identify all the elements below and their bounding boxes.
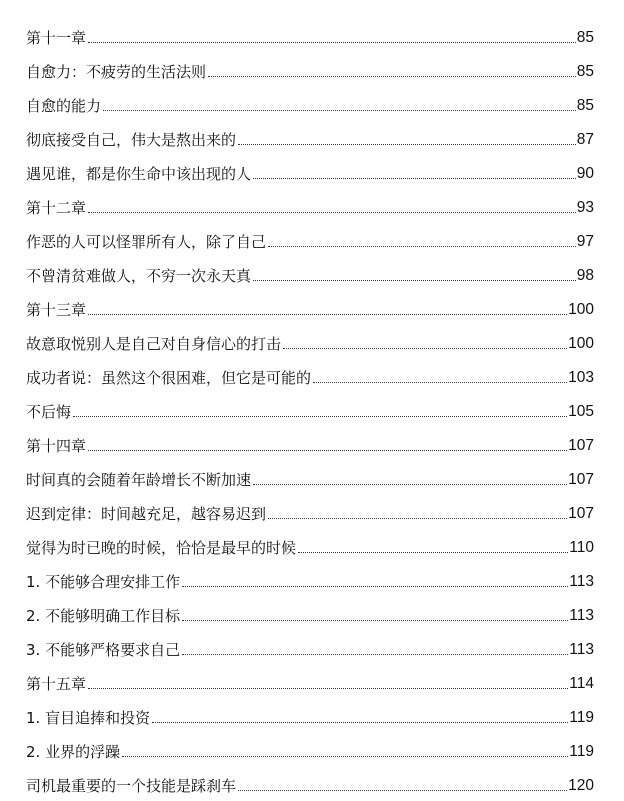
toc-entry-title: 时间真的会随着年龄增长不断加速 (26, 471, 252, 489)
toc-entry-page: 93 (576, 199, 594, 216)
toc-entry-title: 1. 不能够合理安排工作 (26, 573, 181, 591)
toc-entry-page: 105 (568, 403, 594, 420)
toc-entry-title: 故意取悦别人是自己对自身信心的打击 (26, 335, 282, 353)
toc-entry-title: 觉得为时已晚的时候，恰恰是最早的时候 (26, 539, 297, 557)
toc-entry-page: 113 (569, 607, 594, 624)
toc-entry-page: 114 (569, 675, 594, 692)
toc-entry[interactable] (26, 727, 594, 761)
toc-entry-page: 100 (568, 335, 594, 352)
toc-entry-page: 103 (568, 369, 594, 386)
dot-leader (182, 608, 568, 621)
toc-entry[interactable] (26, 13, 594, 47)
toc-entry-title: 1. 盲目追捧和投资 (26, 709, 151, 727)
toc-entry[interactable] (26, 659, 594, 693)
toc-entry-page: 110 (569, 539, 594, 556)
toc-entry[interactable] (26, 387, 594, 421)
dot-leader (88, 302, 567, 315)
toc-entry-page: 85 (576, 29, 594, 46)
toc-entry[interactable] (26, 251, 594, 285)
toc-entry[interactable] (26, 421, 594, 455)
dot-leader (182, 574, 568, 587)
toc-entry-title: 第十三章 (26, 301, 87, 319)
toc-entry-page: 113 (569, 573, 594, 590)
toc-entry[interactable] (26, 761, 594, 795)
dot-leader (268, 234, 576, 247)
dot-leader (88, 200, 576, 213)
dot-leader (253, 472, 567, 485)
toc-entry[interactable] (26, 319, 594, 353)
toc-entry[interactable] (26, 47, 594, 81)
toc-entry-title: 3. 不能够严格要求自己 (26, 641, 181, 659)
toc-entry[interactable] (26, 353, 594, 387)
toc-entry-page: 107 (568, 471, 594, 488)
toc-entry-page: 120 (568, 777, 594, 794)
toc-entry-title: 作恶的人可以怪罪所有人，除了自己 (26, 233, 267, 251)
toc-entry[interactable] (26, 183, 594, 217)
toc-entry-title: 自愈的能力 (26, 97, 102, 115)
toc-entry-page: 85 (576, 63, 594, 80)
toc-entry[interactable] (26, 523, 594, 557)
dot-leader (208, 64, 576, 77)
toc-entry[interactable] (26, 217, 594, 251)
dot-leader (253, 268, 576, 281)
toc-entry[interactable] (26, 81, 594, 115)
toc-entry-page: 98 (576, 267, 594, 284)
toc-entry-title: 迟到定律：时间越充足，越容易迟到 (26, 505, 267, 523)
toc-entry-page: 107 (568, 505, 594, 522)
table-of-contents (26, 13, 594, 795)
dot-leader (88, 438, 567, 451)
dot-leader (283, 336, 567, 349)
toc-entry[interactable] (26, 455, 594, 489)
toc-entry[interactable] (26, 149, 594, 183)
toc-entry[interactable] (26, 489, 594, 523)
toc-entry[interactable] (26, 115, 594, 149)
dot-leader (238, 778, 567, 791)
toc-entry-title: 第十五章 (26, 675, 87, 693)
toc-entry-title: 自愈力：不疲劳的生活法则 (26, 63, 207, 81)
toc-entry[interactable] (26, 625, 594, 659)
toc-entry-title: 第十一章 (26, 29, 87, 47)
toc-entry-title: 第十四章 (26, 437, 87, 455)
toc-entry-page: 100 (568, 301, 594, 318)
toc-entry-title: 不曾清贫难做人，不穷一次永天真 (26, 267, 252, 285)
dot-leader (73, 404, 567, 417)
toc-entry-title: 第十二章 (26, 199, 87, 217)
toc-entry[interactable] (26, 557, 594, 591)
toc-entry-page: 85 (576, 97, 594, 114)
dot-leader (88, 676, 568, 689)
toc-entry-title: 司机最重要的一个技能是踩刹车 (26, 777, 237, 795)
toc-entry-title: 不后悔 (26, 403, 72, 421)
toc-entry-page: 107 (568, 437, 594, 454)
dot-leader (298, 540, 568, 553)
toc-entry-title: 遇见谁，都是你生命中该出现的人 (26, 165, 252, 183)
toc-entry-title: 2. 不能够明确工作目标 (26, 607, 181, 625)
toc-entry-page: 87 (576, 131, 594, 148)
dot-leader (313, 370, 567, 383)
dot-leader (88, 30, 576, 43)
toc-entry-title: 2. 业界的浮躁 (26, 743, 121, 761)
dot-leader (182, 642, 568, 655)
toc-entry-page: 119 (569, 709, 594, 726)
dot-leader (103, 98, 576, 111)
dot-leader (152, 710, 568, 723)
dot-leader (253, 166, 576, 179)
toc-entry[interactable] (26, 591, 594, 625)
toc-entry-page: 97 (576, 233, 594, 250)
toc-entry-page: 113 (569, 641, 594, 658)
toc-entry[interactable] (26, 693, 594, 727)
toc-entry-page: 90 (576, 165, 594, 182)
dot-leader (268, 506, 567, 519)
toc-entry-title: 彻底接受自己，伟大是熬出来的 (26, 131, 237, 149)
dot-leader (238, 132, 576, 145)
toc-entry-title: 成功者说：虽然这个很困难，但它是可能的 (26, 369, 312, 387)
dot-leader (122, 744, 568, 757)
toc-entry-page: 119 (569, 743, 594, 760)
toc-entry[interactable] (26, 285, 594, 319)
